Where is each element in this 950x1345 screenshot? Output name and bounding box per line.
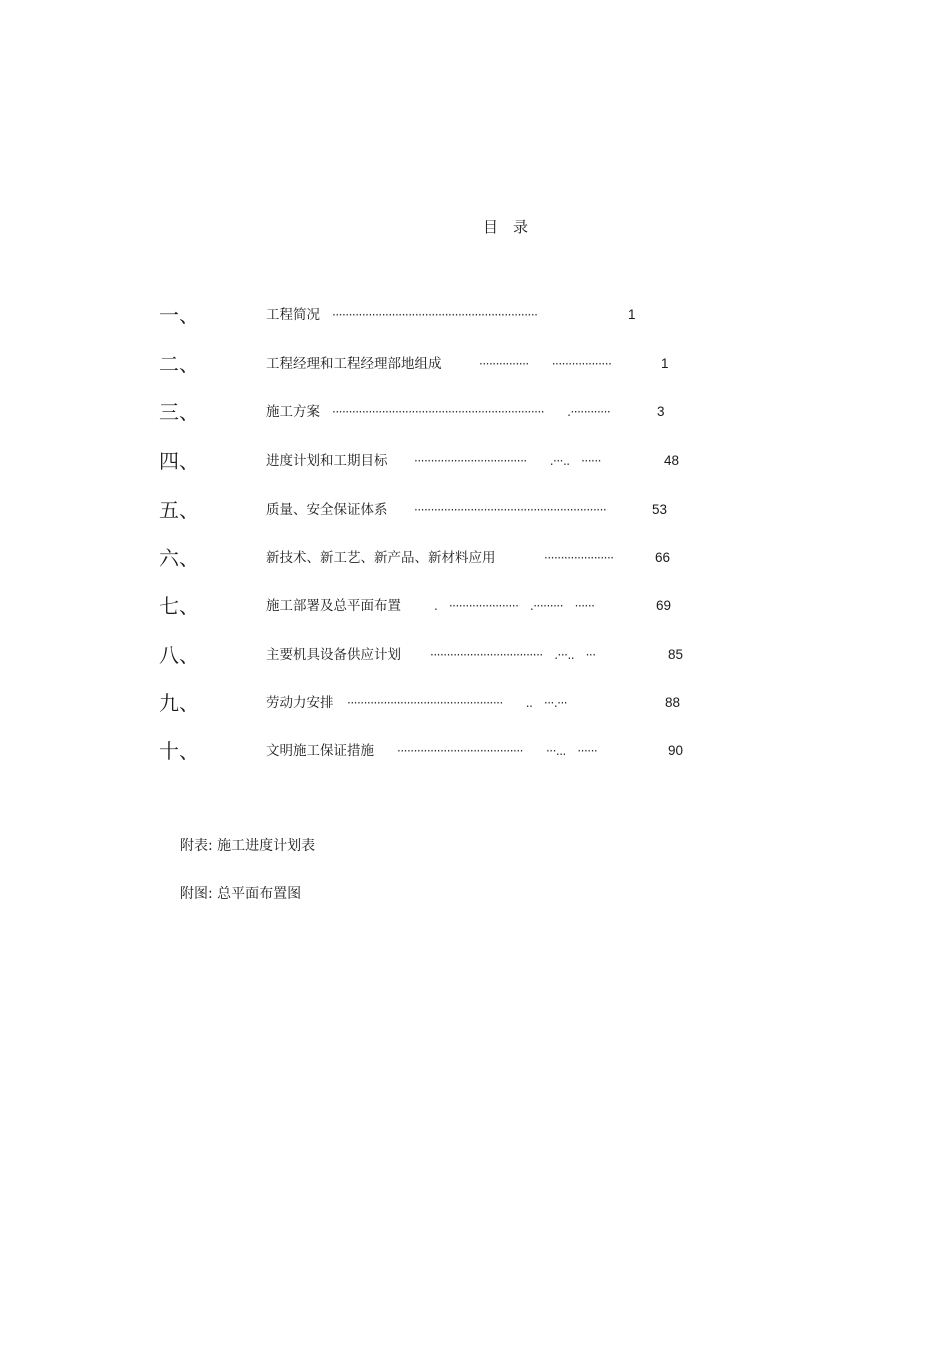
toc-leader: ··············· ·················· xyxy=(479,357,612,371)
toc-number: 六、 xyxy=(159,546,199,570)
toc-row[interactable] xyxy=(0,397,950,427)
toc-title: 劳动力安排 xyxy=(266,695,334,711)
toc-title: 工程简况 xyxy=(266,307,320,323)
toc-row[interactable] xyxy=(0,495,950,525)
toc-number: 十、 xyxy=(159,739,199,763)
toc-page-number: 66 xyxy=(655,550,671,565)
appendix-schedule-table: 附表: 施工进度计划表 xyxy=(180,838,316,854)
toc-leader: ····················· xyxy=(544,551,614,565)
toc-title: 质量、安全保证体系 xyxy=(266,502,388,518)
toc-row[interactable] xyxy=(0,591,950,621)
toc-leader: ································································ .············ xyxy=(332,405,611,419)
toc-title: 主要机具设备供应计划 xyxy=(266,647,401,663)
toc-leader: ·························································· xyxy=(414,503,607,517)
toc-number: 九、 xyxy=(159,691,199,715)
toc-leader: ··············································· .. ···.··· xyxy=(347,696,568,710)
toc-page-number: 1 xyxy=(628,307,636,322)
toc-title: 进度计划和工期目标 xyxy=(266,453,388,469)
toc-title: 文明施工保证措施 xyxy=(266,743,374,759)
toc-row[interactable] xyxy=(0,688,950,718)
toc-row[interactable] xyxy=(0,446,950,476)
toc-page-number: 69 xyxy=(656,598,672,613)
toc-number: 五、 xyxy=(159,498,199,522)
toc-number: 八、 xyxy=(159,643,199,667)
toc-page-number: 1 xyxy=(661,356,669,371)
toc-page-number: 48 xyxy=(664,453,680,468)
toc-page-number: 85 xyxy=(668,647,684,662)
toc-number: 四、 xyxy=(159,449,199,473)
toc-number: 七、 xyxy=(159,594,199,618)
toc-page-number: 3 xyxy=(657,404,665,419)
toc-leader: ·································· .···.. ······ xyxy=(414,454,601,468)
toc-title: 新技术、新工艺、新产品、新材料应用 xyxy=(266,550,496,566)
toc-row[interactable] xyxy=(0,736,950,766)
toc-page-number: 88 xyxy=(665,695,681,710)
toc-leader: ······································ ···... ······ xyxy=(397,744,598,758)
toc-row[interactable] xyxy=(0,543,950,573)
toc-number: 一、 xyxy=(159,303,199,327)
toc-title: 施工部署及总平面布置 xyxy=(266,598,401,614)
appendix-site-plan: 附图: 总平面布置图 xyxy=(180,886,302,902)
toc-title: 工程经理和工程经理部地组成 xyxy=(266,356,442,372)
toc-number: 二、 xyxy=(159,352,199,376)
toc-row[interactable] xyxy=(0,640,950,670)
toc-leader: . ····················· .········· ······ xyxy=(434,599,595,613)
toc-page-number: 90 xyxy=(668,743,684,758)
toc-row[interactable] xyxy=(0,300,950,330)
toc-title: 施工方案 xyxy=(266,404,320,420)
toc-page-number: 53 xyxy=(652,502,668,517)
toc-leader: ······························································ xyxy=(332,308,538,322)
toc-leader: ·································· .···.. ··· xyxy=(430,648,596,662)
toc-row[interactable] xyxy=(0,349,950,379)
page-title: 目 录 xyxy=(483,218,529,236)
toc-number: 三、 xyxy=(159,400,199,424)
